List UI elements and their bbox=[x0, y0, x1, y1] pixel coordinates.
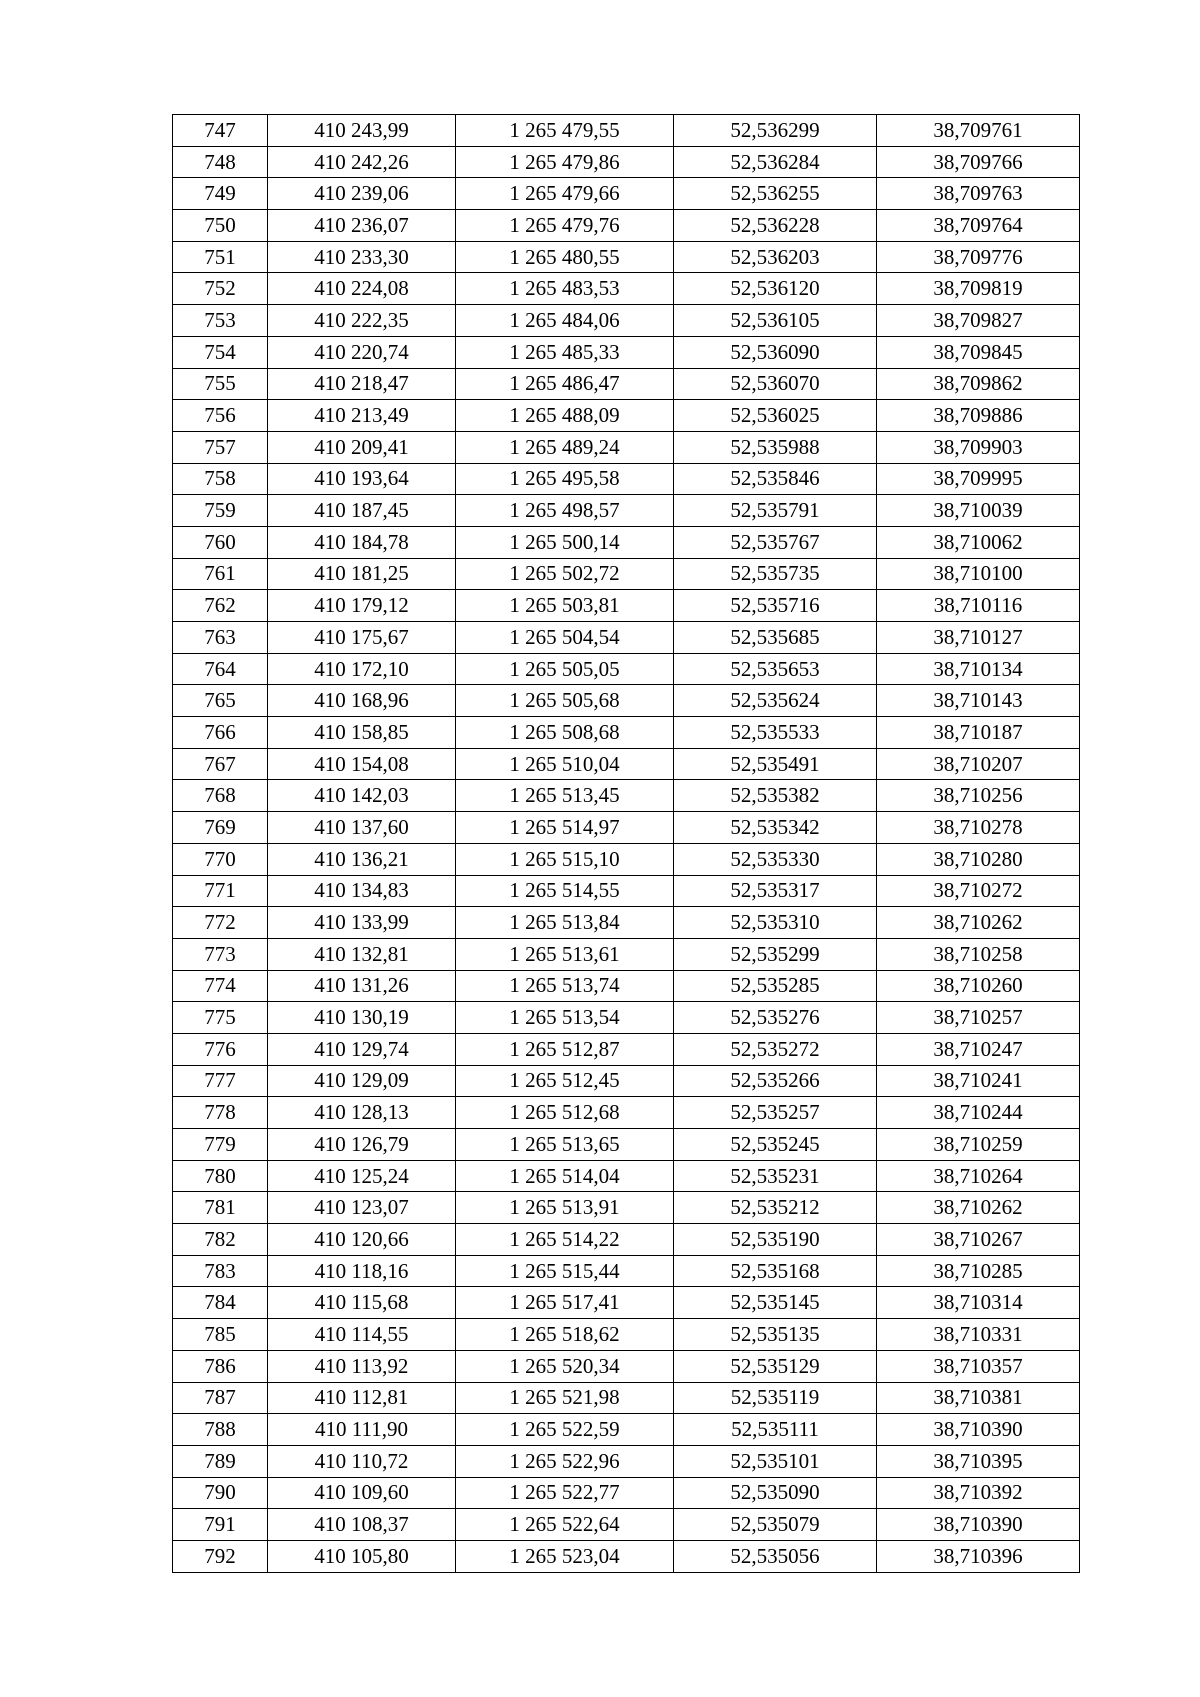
x-coordinate-cell: 410 239,06 bbox=[268, 178, 456, 210]
x-coordinate-cell: 410 130,19 bbox=[268, 1002, 456, 1034]
latitude-cell: 52,535266 bbox=[674, 1065, 877, 1097]
y-coordinate-cell: 1 265 505,68 bbox=[456, 685, 674, 717]
latitude-cell: 52,535056 bbox=[674, 1540, 877, 1572]
longitude-cell: 38,710247 bbox=[877, 1033, 1080, 1065]
x-coordinate-cell: 410 193,64 bbox=[268, 463, 456, 495]
table-row bbox=[173, 1160, 1080, 1192]
point-number-cell: 780 bbox=[173, 1160, 268, 1192]
y-coordinate-cell: 1 265 512,87 bbox=[456, 1033, 674, 1065]
latitude-cell: 52,535168 bbox=[674, 1255, 877, 1287]
longitude-cell: 38,710392 bbox=[877, 1477, 1080, 1509]
latitude-cell: 52,535491 bbox=[674, 748, 877, 780]
table-row bbox=[173, 970, 1080, 1002]
x-coordinate-cell: 410 168,96 bbox=[268, 685, 456, 717]
y-coordinate-cell: 1 265 522,64 bbox=[456, 1509, 674, 1541]
x-coordinate-cell: 410 133,99 bbox=[268, 907, 456, 939]
point-number-cell: 757 bbox=[173, 431, 268, 463]
longitude-cell: 38,710280 bbox=[877, 843, 1080, 875]
latitude-cell: 52,535624 bbox=[674, 685, 877, 717]
coordinates-table-body bbox=[173, 115, 1080, 1573]
longitude-cell: 38,709761 bbox=[877, 115, 1080, 147]
x-coordinate-cell: 410 243,99 bbox=[268, 115, 456, 147]
latitude-cell: 52,535716 bbox=[674, 590, 877, 622]
latitude-cell: 52,535382 bbox=[674, 780, 877, 812]
point-number-cell: 772 bbox=[173, 907, 268, 939]
y-coordinate-cell: 1 265 479,76 bbox=[456, 210, 674, 242]
latitude-cell: 52,536228 bbox=[674, 210, 877, 242]
point-number-cell: 771 bbox=[173, 875, 268, 907]
x-coordinate-cell: 410 109,60 bbox=[268, 1477, 456, 1509]
x-coordinate-cell: 410 134,83 bbox=[268, 875, 456, 907]
table-row bbox=[173, 1319, 1080, 1351]
table-row bbox=[173, 1382, 1080, 1414]
table-row bbox=[173, 1033, 1080, 1065]
y-coordinate-cell: 1 265 480,55 bbox=[456, 241, 674, 273]
y-coordinate-cell: 1 265 510,04 bbox=[456, 748, 674, 780]
x-coordinate-cell: 410 132,81 bbox=[268, 938, 456, 970]
latitude-cell: 52,535129 bbox=[674, 1350, 877, 1382]
y-coordinate-cell: 1 265 523,04 bbox=[456, 1540, 674, 1572]
latitude-cell: 52,535231 bbox=[674, 1160, 877, 1192]
y-coordinate-cell: 1 265 514,04 bbox=[456, 1160, 674, 1192]
latitude-cell: 52,535079 bbox=[674, 1509, 877, 1541]
x-coordinate-cell: 410 184,78 bbox=[268, 526, 456, 558]
longitude-cell: 38,710258 bbox=[877, 938, 1080, 970]
longitude-cell: 38,710116 bbox=[877, 590, 1080, 622]
point-number-cell: 779 bbox=[173, 1129, 268, 1161]
point-number-cell: 773 bbox=[173, 938, 268, 970]
table-row bbox=[173, 1192, 1080, 1224]
y-coordinate-cell: 1 265 479,66 bbox=[456, 178, 674, 210]
table-row bbox=[173, 1097, 1080, 1129]
table-row bbox=[173, 907, 1080, 939]
x-coordinate-cell: 410 233,30 bbox=[268, 241, 456, 273]
x-coordinate-cell: 410 242,26 bbox=[268, 146, 456, 178]
longitude-cell: 38,710278 bbox=[877, 812, 1080, 844]
point-number-cell: 785 bbox=[173, 1319, 268, 1351]
point-number-cell: 770 bbox=[173, 843, 268, 875]
x-coordinate-cell: 410 105,80 bbox=[268, 1540, 456, 1572]
point-number-cell: 761 bbox=[173, 558, 268, 590]
y-coordinate-cell: 1 265 489,24 bbox=[456, 431, 674, 463]
table-row bbox=[173, 843, 1080, 875]
x-coordinate-cell: 410 220,74 bbox=[268, 336, 456, 368]
longitude-cell: 38,710262 bbox=[877, 1192, 1080, 1224]
table-row bbox=[173, 622, 1080, 654]
longitude-cell: 38,709827 bbox=[877, 305, 1080, 337]
x-coordinate-cell: 410 136,21 bbox=[268, 843, 456, 875]
latitude-cell: 52,535310 bbox=[674, 907, 877, 939]
longitude-cell: 38,710285 bbox=[877, 1255, 1080, 1287]
latitude-cell: 52,535145 bbox=[674, 1287, 877, 1319]
y-coordinate-cell: 1 265 513,91 bbox=[456, 1192, 674, 1224]
latitude-cell: 52,536090 bbox=[674, 336, 877, 368]
point-number-cell: 753 bbox=[173, 305, 268, 337]
latitude-cell: 52,535735 bbox=[674, 558, 877, 590]
y-coordinate-cell: 1 265 513,65 bbox=[456, 1129, 674, 1161]
latitude-cell: 52,535285 bbox=[674, 970, 877, 1002]
y-coordinate-cell: 1 265 522,59 bbox=[456, 1414, 674, 1446]
y-coordinate-cell: 1 265 513,61 bbox=[456, 938, 674, 970]
table-row bbox=[173, 273, 1080, 305]
x-coordinate-cell: 410 187,45 bbox=[268, 495, 456, 527]
y-coordinate-cell: 1 265 515,44 bbox=[456, 1255, 674, 1287]
table-row bbox=[173, 1509, 1080, 1541]
latitude-cell: 52,535533 bbox=[674, 717, 877, 749]
latitude-cell: 52,535119 bbox=[674, 1382, 877, 1414]
point-number-cell: 781 bbox=[173, 1192, 268, 1224]
x-coordinate-cell: 410 120,66 bbox=[268, 1224, 456, 1256]
latitude-cell: 52,536284 bbox=[674, 146, 877, 178]
y-coordinate-cell: 1 265 514,22 bbox=[456, 1224, 674, 1256]
table-row bbox=[173, 685, 1080, 717]
y-coordinate-cell: 1 265 500,14 bbox=[456, 526, 674, 558]
point-number-cell: 792 bbox=[173, 1540, 268, 1572]
table-row bbox=[173, 336, 1080, 368]
latitude-cell: 52,535653 bbox=[674, 653, 877, 685]
latitude-cell: 52,535245 bbox=[674, 1129, 877, 1161]
longitude-cell: 38,710134 bbox=[877, 653, 1080, 685]
point-number-cell: 755 bbox=[173, 368, 268, 400]
point-number-cell: 791 bbox=[173, 1509, 268, 1541]
y-coordinate-cell: 1 265 515,10 bbox=[456, 843, 674, 875]
latitude-cell: 52,535272 bbox=[674, 1033, 877, 1065]
longitude-cell: 38,710264 bbox=[877, 1160, 1080, 1192]
table-row bbox=[173, 241, 1080, 273]
longitude-cell: 38,710207 bbox=[877, 748, 1080, 780]
longitude-cell: 38,710143 bbox=[877, 685, 1080, 717]
table-row bbox=[173, 875, 1080, 907]
longitude-cell: 38,709764 bbox=[877, 210, 1080, 242]
table-row bbox=[173, 938, 1080, 970]
latitude-cell: 52,535299 bbox=[674, 938, 877, 970]
point-number-cell: 766 bbox=[173, 717, 268, 749]
y-coordinate-cell: 1 265 498,57 bbox=[456, 495, 674, 527]
point-number-cell: 756 bbox=[173, 400, 268, 432]
latitude-cell: 52,536120 bbox=[674, 273, 877, 305]
latitude-cell: 52,535111 bbox=[674, 1414, 877, 1446]
latitude-cell: 52,535090 bbox=[674, 1477, 877, 1509]
point-number-cell: 788 bbox=[173, 1414, 268, 1446]
table-row bbox=[173, 590, 1080, 622]
point-number-cell: 784 bbox=[173, 1287, 268, 1319]
y-coordinate-cell: 1 265 521,98 bbox=[456, 1382, 674, 1414]
y-coordinate-cell: 1 265 522,96 bbox=[456, 1445, 674, 1477]
longitude-cell: 38,709776 bbox=[877, 241, 1080, 273]
point-number-cell: 790 bbox=[173, 1477, 268, 1509]
y-coordinate-cell: 1 265 518,62 bbox=[456, 1319, 674, 1351]
point-number-cell: 747 bbox=[173, 115, 268, 147]
point-number-cell: 774 bbox=[173, 970, 268, 1002]
y-coordinate-cell: 1 265 495,58 bbox=[456, 463, 674, 495]
longitude-cell: 38,709903 bbox=[877, 431, 1080, 463]
table-row bbox=[173, 495, 1080, 527]
longitude-cell: 38,710331 bbox=[877, 1319, 1080, 1351]
y-coordinate-cell: 1 265 484,06 bbox=[456, 305, 674, 337]
point-number-cell: 760 bbox=[173, 526, 268, 558]
longitude-cell: 38,710259 bbox=[877, 1129, 1080, 1161]
table-row bbox=[173, 1477, 1080, 1509]
longitude-cell: 38,710390 bbox=[877, 1509, 1080, 1541]
latitude-cell: 52,535342 bbox=[674, 812, 877, 844]
point-number-cell: 763 bbox=[173, 622, 268, 654]
table-row bbox=[173, 1002, 1080, 1034]
x-coordinate-cell: 410 131,26 bbox=[268, 970, 456, 1002]
table-row bbox=[173, 717, 1080, 749]
longitude-cell: 38,710390 bbox=[877, 1414, 1080, 1446]
y-coordinate-cell: 1 265 522,77 bbox=[456, 1477, 674, 1509]
y-coordinate-cell: 1 265 479,55 bbox=[456, 115, 674, 147]
point-number-cell: 759 bbox=[173, 495, 268, 527]
x-coordinate-cell: 410 112,81 bbox=[268, 1382, 456, 1414]
y-coordinate-cell: 1 265 513,54 bbox=[456, 1002, 674, 1034]
longitude-cell: 38,709763 bbox=[877, 178, 1080, 210]
point-number-cell: 750 bbox=[173, 210, 268, 242]
point-number-cell: 751 bbox=[173, 241, 268, 273]
point-number-cell: 749 bbox=[173, 178, 268, 210]
y-coordinate-cell: 1 265 505,05 bbox=[456, 653, 674, 685]
x-coordinate-cell: 410 110,72 bbox=[268, 1445, 456, 1477]
table-row bbox=[173, 1287, 1080, 1319]
point-number-cell: 748 bbox=[173, 146, 268, 178]
point-number-cell: 754 bbox=[173, 336, 268, 368]
longitude-cell: 38,710262 bbox=[877, 907, 1080, 939]
table-row bbox=[173, 1065, 1080, 1097]
table-row bbox=[173, 748, 1080, 780]
point-number-cell: 786 bbox=[173, 1350, 268, 1382]
x-coordinate-cell: 410 213,49 bbox=[268, 400, 456, 432]
longitude-cell: 38,710039 bbox=[877, 495, 1080, 527]
table-row bbox=[173, 1540, 1080, 1572]
table-row bbox=[173, 305, 1080, 337]
table-row bbox=[173, 780, 1080, 812]
longitude-cell: 38,710244 bbox=[877, 1097, 1080, 1129]
latitude-cell: 52,536025 bbox=[674, 400, 877, 432]
point-number-cell: 768 bbox=[173, 780, 268, 812]
latitude-cell: 52,536255 bbox=[674, 178, 877, 210]
latitude-cell: 52,535846 bbox=[674, 463, 877, 495]
latitude-cell: 52,535135 bbox=[674, 1319, 877, 1351]
latitude-cell: 52,535276 bbox=[674, 1002, 877, 1034]
point-number-cell: 777 bbox=[173, 1065, 268, 1097]
longitude-cell: 38,710127 bbox=[877, 622, 1080, 654]
longitude-cell: 38,710381 bbox=[877, 1382, 1080, 1414]
latitude-cell: 52,535791 bbox=[674, 495, 877, 527]
point-number-cell: 783 bbox=[173, 1255, 268, 1287]
table-row bbox=[173, 368, 1080, 400]
longitude-cell: 38,710062 bbox=[877, 526, 1080, 558]
latitude-cell: 52,535685 bbox=[674, 622, 877, 654]
x-coordinate-cell: 410 108,37 bbox=[268, 1509, 456, 1541]
y-coordinate-cell: 1 265 508,68 bbox=[456, 717, 674, 749]
y-coordinate-cell: 1 265 488,09 bbox=[456, 400, 674, 432]
longitude-cell: 38,710260 bbox=[877, 970, 1080, 1002]
latitude-cell: 52,535257 bbox=[674, 1097, 877, 1129]
longitude-cell: 38,709819 bbox=[877, 273, 1080, 305]
table-row bbox=[173, 1224, 1080, 1256]
point-number-cell: 769 bbox=[173, 812, 268, 844]
latitude-cell: 52,536203 bbox=[674, 241, 877, 273]
x-coordinate-cell: 410 129,09 bbox=[268, 1065, 456, 1097]
x-coordinate-cell: 410 129,74 bbox=[268, 1033, 456, 1065]
y-coordinate-cell: 1 265 513,74 bbox=[456, 970, 674, 1002]
point-number-cell: 752 bbox=[173, 273, 268, 305]
longitude-cell: 38,709766 bbox=[877, 146, 1080, 178]
x-coordinate-cell: 410 111,90 bbox=[268, 1414, 456, 1446]
latitude-cell: 52,535767 bbox=[674, 526, 877, 558]
x-coordinate-cell: 410 222,35 bbox=[268, 305, 456, 337]
point-number-cell: 762 bbox=[173, 590, 268, 622]
point-number-cell: 789 bbox=[173, 1445, 268, 1477]
table-row bbox=[173, 431, 1080, 463]
x-coordinate-cell: 410 236,07 bbox=[268, 210, 456, 242]
x-coordinate-cell: 410 114,55 bbox=[268, 1319, 456, 1351]
y-coordinate-cell: 1 265 485,33 bbox=[456, 336, 674, 368]
x-coordinate-cell: 410 218,47 bbox=[268, 368, 456, 400]
latitude-cell: 52,536105 bbox=[674, 305, 877, 337]
x-coordinate-cell: 410 181,25 bbox=[268, 558, 456, 590]
table-row bbox=[173, 115, 1080, 147]
point-number-cell: 776 bbox=[173, 1033, 268, 1065]
x-coordinate-cell: 410 142,03 bbox=[268, 780, 456, 812]
y-coordinate-cell: 1 265 502,72 bbox=[456, 558, 674, 590]
y-coordinate-cell: 1 265 520,34 bbox=[456, 1350, 674, 1382]
y-coordinate-cell: 1 265 503,81 bbox=[456, 590, 674, 622]
table-row bbox=[173, 463, 1080, 495]
longitude-cell: 38,710241 bbox=[877, 1065, 1080, 1097]
table-row bbox=[173, 812, 1080, 844]
latitude-cell: 52,535190 bbox=[674, 1224, 877, 1256]
y-coordinate-cell: 1 265 514,55 bbox=[456, 875, 674, 907]
point-number-cell: 775 bbox=[173, 1002, 268, 1034]
y-coordinate-cell: 1 265 486,47 bbox=[456, 368, 674, 400]
longitude-cell: 38,709886 bbox=[877, 400, 1080, 432]
latitude-cell: 52,535101 bbox=[674, 1445, 877, 1477]
table-row bbox=[173, 1350, 1080, 1382]
y-coordinate-cell: 1 265 479,86 bbox=[456, 146, 674, 178]
point-number-cell: 764 bbox=[173, 653, 268, 685]
longitude-cell: 38,709862 bbox=[877, 368, 1080, 400]
table-row bbox=[173, 1129, 1080, 1161]
longitude-cell: 38,710314 bbox=[877, 1287, 1080, 1319]
table-row bbox=[173, 1445, 1080, 1477]
latitude-cell: 52,535330 bbox=[674, 843, 877, 875]
table-row bbox=[173, 558, 1080, 590]
y-coordinate-cell: 1 265 517,41 bbox=[456, 1287, 674, 1319]
longitude-cell: 38,710357 bbox=[877, 1350, 1080, 1382]
table-row bbox=[173, 146, 1080, 178]
table-row bbox=[173, 210, 1080, 242]
longitude-cell: 38,710256 bbox=[877, 780, 1080, 812]
longitude-cell: 38,710396 bbox=[877, 1540, 1080, 1572]
x-coordinate-cell: 410 123,07 bbox=[268, 1192, 456, 1224]
x-coordinate-cell: 410 118,16 bbox=[268, 1255, 456, 1287]
y-coordinate-cell: 1 265 504,54 bbox=[456, 622, 674, 654]
x-coordinate-cell: 410 125,24 bbox=[268, 1160, 456, 1192]
table-row bbox=[173, 400, 1080, 432]
point-number-cell: 758 bbox=[173, 463, 268, 495]
x-coordinate-cell: 410 209,41 bbox=[268, 431, 456, 463]
x-coordinate-cell: 410 137,60 bbox=[268, 812, 456, 844]
x-coordinate-cell: 410 175,67 bbox=[268, 622, 456, 654]
y-coordinate-cell: 1 265 513,84 bbox=[456, 907, 674, 939]
x-coordinate-cell: 410 126,79 bbox=[268, 1129, 456, 1161]
y-coordinate-cell: 1 265 512,68 bbox=[456, 1097, 674, 1129]
x-coordinate-cell: 410 115,68 bbox=[268, 1287, 456, 1319]
y-coordinate-cell: 1 265 513,45 bbox=[456, 780, 674, 812]
longitude-cell: 38,710257 bbox=[877, 1002, 1080, 1034]
latitude-cell: 52,536070 bbox=[674, 368, 877, 400]
latitude-cell: 52,535317 bbox=[674, 875, 877, 907]
point-number-cell: 787 bbox=[173, 1382, 268, 1414]
point-number-cell: 782 bbox=[173, 1224, 268, 1256]
x-coordinate-cell: 410 113,92 bbox=[268, 1350, 456, 1382]
longitude-cell: 38,710100 bbox=[877, 558, 1080, 590]
y-coordinate-cell: 1 265 483,53 bbox=[456, 273, 674, 305]
y-coordinate-cell: 1 265 514,97 bbox=[456, 812, 674, 844]
table-row bbox=[173, 1255, 1080, 1287]
longitude-cell: 38,710395 bbox=[877, 1445, 1080, 1477]
table-row bbox=[173, 526, 1080, 558]
table-row bbox=[173, 178, 1080, 210]
y-coordinate-cell: 1 265 512,45 bbox=[456, 1065, 674, 1097]
point-number-cell: 767 bbox=[173, 748, 268, 780]
x-coordinate-cell: 410 128,13 bbox=[268, 1097, 456, 1129]
x-coordinate-cell: 410 224,08 bbox=[268, 273, 456, 305]
x-coordinate-cell: 410 154,08 bbox=[268, 748, 456, 780]
longitude-cell: 38,709995 bbox=[877, 463, 1080, 495]
x-coordinate-cell: 410 158,85 bbox=[268, 717, 456, 749]
latitude-cell: 52,535212 bbox=[674, 1192, 877, 1224]
longitude-cell: 38,710187 bbox=[877, 717, 1080, 749]
coordinates-table bbox=[172, 114, 1080, 1573]
latitude-cell: 52,536299 bbox=[674, 115, 877, 147]
longitude-cell: 38,710272 bbox=[877, 875, 1080, 907]
table-row bbox=[173, 653, 1080, 685]
x-coordinate-cell: 410 172,10 bbox=[268, 653, 456, 685]
point-number-cell: 765 bbox=[173, 685, 268, 717]
latitude-cell: 52,535988 bbox=[674, 431, 877, 463]
longitude-cell: 38,710267 bbox=[877, 1224, 1080, 1256]
x-coordinate-cell: 410 179,12 bbox=[268, 590, 456, 622]
longitude-cell: 38,709845 bbox=[877, 336, 1080, 368]
point-number-cell: 778 bbox=[173, 1097, 268, 1129]
table-row bbox=[173, 1414, 1080, 1446]
